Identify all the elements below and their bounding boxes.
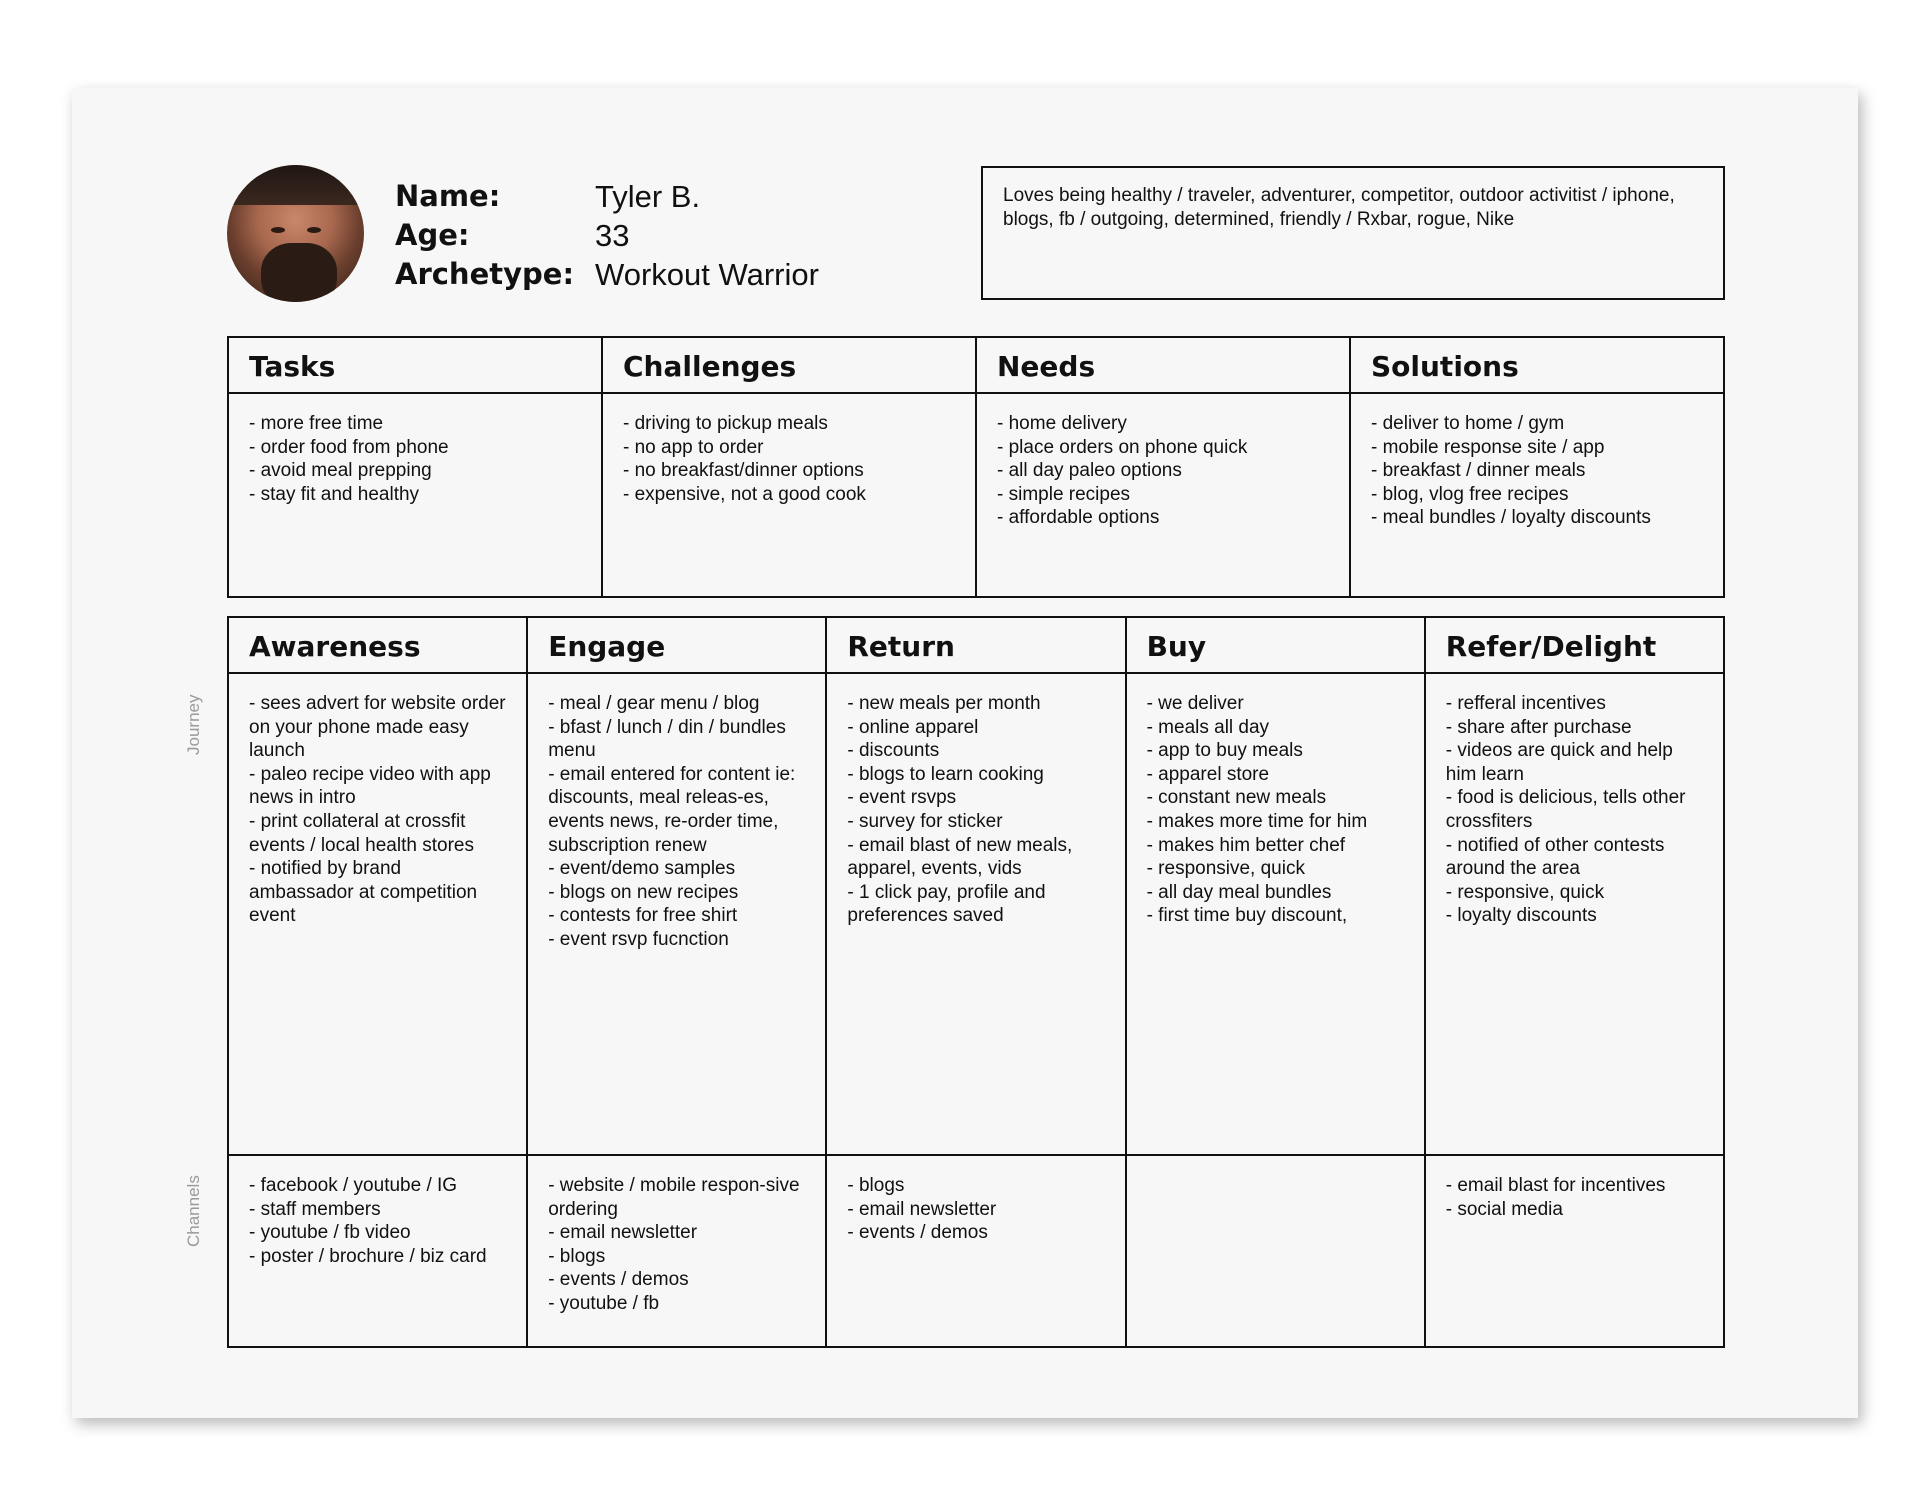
journey-cell-buy: - we deliver - meals all day - app to buy meals - apparel store - constant new meals - makes more time for him - makes him better chef - responsive, quick - all day meal bundles - first time buy discount,: [1126, 673, 1425, 1155]
journey-side-label: Journey: [184, 694, 203, 755]
channel-cell-refer-delight: - email blast for incentives - social media: [1425, 1155, 1724, 1347]
profile-content-row: [228, 393, 1724, 597]
cell-challenges: - driving to pickup meals - no app to order - no breakfast/dinner options - expensive, not a good cook: [602, 393, 976, 597]
age-label: Age:: [395, 218, 470, 252]
channel-cell-awareness: - facebook / youtube / IG - staff members - youtube / fb video - poster / brochure / biz card: [228, 1155, 527, 1347]
channels-side-label: Channels: [184, 1175, 203, 1247]
header-solutions: Solutions: [1350, 337, 1724, 393]
profile-header-row: [228, 337, 1724, 393]
profile-table: [227, 336, 1725, 598]
avatar: [227, 165, 364, 302]
cell-needs: - home delivery - place orders on phone quick - all day paleo options - simple recipes - affordable options: [976, 393, 1350, 597]
journey-header-row: [228, 617, 1724, 673]
journey-cell-return: - new meals per month - online apparel - discounts - blogs to learn cooking - event rsvps - survey for sticker - email blast of new meals, apparel, events, vids - 1 click pay, profile and preferences saved: [826, 673, 1125, 1155]
header-buy: Buy: [1126, 617, 1425, 673]
header-challenges: Challenges: [602, 337, 976, 393]
persona-identity: [395, 178, 895, 293]
journey-row: [228, 673, 1724, 1155]
cell-solutions: - deliver to home / gym - mobile response site / app - breakfast / dinner meals - blog, vlog free recipes - meal bundles / loyalty discounts: [1350, 393, 1724, 597]
channels-row: [228, 1155, 1724, 1347]
channel-cell-return: - blogs - email newsletter - events / demos: [826, 1155, 1125, 1347]
header-needs: Needs: [976, 337, 1350, 393]
avatar-hair: [227, 165, 364, 205]
header-tasks: Tasks: [228, 337, 602, 393]
header-return: Return: [826, 617, 1125, 673]
journey-table: [227, 616, 1725, 1348]
header-engage: Engage: [527, 617, 826, 673]
cell-tasks: - more free time - order food from phone - avoid meal prepping - stay fit and healthy: [228, 393, 602, 597]
age-value: 33: [595, 218, 630, 253]
avatar-beard: [261, 243, 337, 302]
journey-cell-awareness: - sees advert for website order on your phone made easy launch - paleo recipe video with app news in intro - print collateral at crossfit events / local health stores - notified by brand ambassador at competition event: [228, 673, 527, 1155]
channel-cell-engage: - website / mobile respon-sive ordering - email newsletter - blogs - events / demos - youtube / fb: [527, 1155, 826, 1347]
journey-cell-refer-delight: - refferal incentives - share after purchase - videos are quick and help him learn - food is delicious, tells other crossfiters - notified of other contests around the area - responsive, quick - loyalty discounts: [1425, 673, 1724, 1155]
channel-cell-buy: [1126, 1155, 1425, 1347]
bio-box: Loves being healthy / traveler, adventurer, competitor, outdoor activitist / iphone, blogs, fb / outgoing, determined, friendly / Rxbar, rogue, Nike: [981, 166, 1725, 300]
archetype-value: Workout Warrior: [595, 257, 819, 292]
name-label: Name:: [395, 179, 501, 213]
header-refer-delight: Refer/Delight: [1425, 617, 1724, 673]
journey-cell-engage: - meal / gear menu / blog - bfast / lunch / din / bundles menu - email entered for content ie: discounts, meal releas-es, events news, re-order time, subscription renew - event/demo samples - blogs on new recipes - contests for free shirt - event rsvp fucnction: [527, 673, 826, 1155]
archetype-label: Archetype:: [395, 257, 575, 291]
header-awareness: Awareness: [228, 617, 527, 673]
avatar-eye-right: [307, 227, 321, 233]
name-value: Tyler B.: [595, 179, 701, 214]
avatar-eye-left: [271, 227, 285, 233]
